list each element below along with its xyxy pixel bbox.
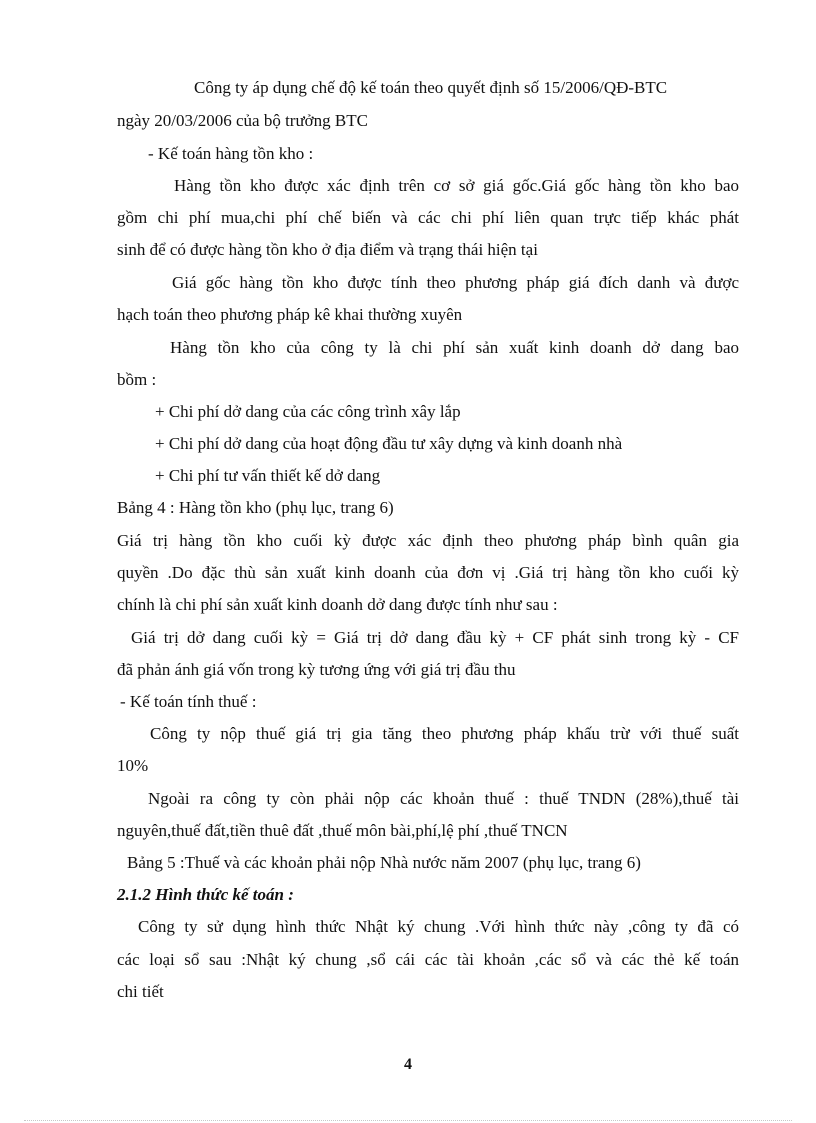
- text-line: gồm chi phí mua,chi phí chế biến và các chi phí liên quan trực tiếp khác phát: [117, 208, 739, 227]
- text-line: Công ty sử dụng hình thức Nhật ký chung .Với hình thức này ,công ty đã có: [138, 917, 739, 936]
- text-line: hạch toán theo phương pháp kê khai thường xuyên: [117, 305, 463, 324]
- table-reference: Bảng 4 : Hàng tồn kho (phụ lục, trang 6): [117, 498, 394, 517]
- text-line: ngày 20/03/2006 của bộ trưởng BTC: [117, 111, 368, 130]
- text-line: Công ty áp dụng chế độ kế toán theo quyết định số 15/2006/QĐ-BTC: [194, 78, 668, 97]
- list-item: + Chi phí dở dang của hoạt động đầu tư xây dựng và kinh doanh nhà: [155, 434, 623, 453]
- text-line: chính là chi phí sản xuất kinh doanh dở dang được tính như sau :: [117, 595, 558, 614]
- text-line: Công ty nộp thuế giá trị gia tăng theo phương pháp khấu trừ với thuế suất: [150, 724, 739, 743]
- list-item: - Kế toán tính thuế :: [120, 692, 257, 711]
- text-line: sinh để có được hàng tồn kho ở địa điểm và trạng thái hiện tại: [117, 240, 538, 259]
- section-heading: 2.1.2 Hình thức kế toán :: [117, 885, 294, 904]
- text-line: bồm :: [117, 370, 157, 389]
- list-item: + Chi phí dở dang của các công trình xây lắp: [155, 402, 461, 421]
- text-line: Hàng tồn kho được xác định trên cơ sở giá gốc.Giá gốc hàng tồn kho bao: [174, 176, 739, 195]
- text-line: nguyên,thuế đất,tiền thuê đất ,thuế môn bài,phí,lệ phí ,thuế TNCN: [117, 821, 568, 840]
- formula-line: Giá trị dở dang cuối kỳ = Giá trị dở dang đầu kỳ + CF phát sinh trong kỳ - CF: [131, 628, 739, 647]
- text-line: Giá trị hàng tồn kho cuối kỳ được xác định theo phương pháp bình quân gia: [117, 531, 739, 550]
- text-line: Giá gốc hàng tồn kho được tính theo phương pháp giá đích danh và được: [172, 273, 739, 292]
- page-edge-divider: [24, 1120, 792, 1121]
- text-line: Ngoài ra công ty còn phải nộp các khoản thuế : thuế TNDN (28%),thuế tài: [148, 789, 739, 808]
- text-line: 10%: [117, 756, 149, 775]
- text-line: quyền .Do đặc thù sản xuất kinh doanh của đơn vị .Giá trị hàng tồn kho cuối kỳ: [117, 563, 739, 582]
- formula-line: đã phản ánh giá vốn trong kỳ tương ứng với giá trị đầu thu: [117, 660, 516, 679]
- table-reference: Bảng 5 :Thuế và các khoản phải nộp Nhà nước năm 2007 (phụ lục, trang 6): [127, 853, 641, 872]
- list-item: + Chi phí tư vấn thiết kế dở dang: [155, 466, 381, 485]
- page-number: 4: [404, 1056, 412, 1073]
- text-line: Hàng tồn kho của công ty là chi phí sản xuất kinh doanh dở dang bao: [170, 338, 739, 357]
- text-line: các loại sổ sau :Nhật ký chung ,sổ cái các tài khoản ,các sổ và các thẻ kế toán: [117, 950, 739, 969]
- text-line: chi tiết: [117, 982, 164, 1001]
- list-item: - Kế toán hàng tồn kho :: [148, 144, 314, 163]
